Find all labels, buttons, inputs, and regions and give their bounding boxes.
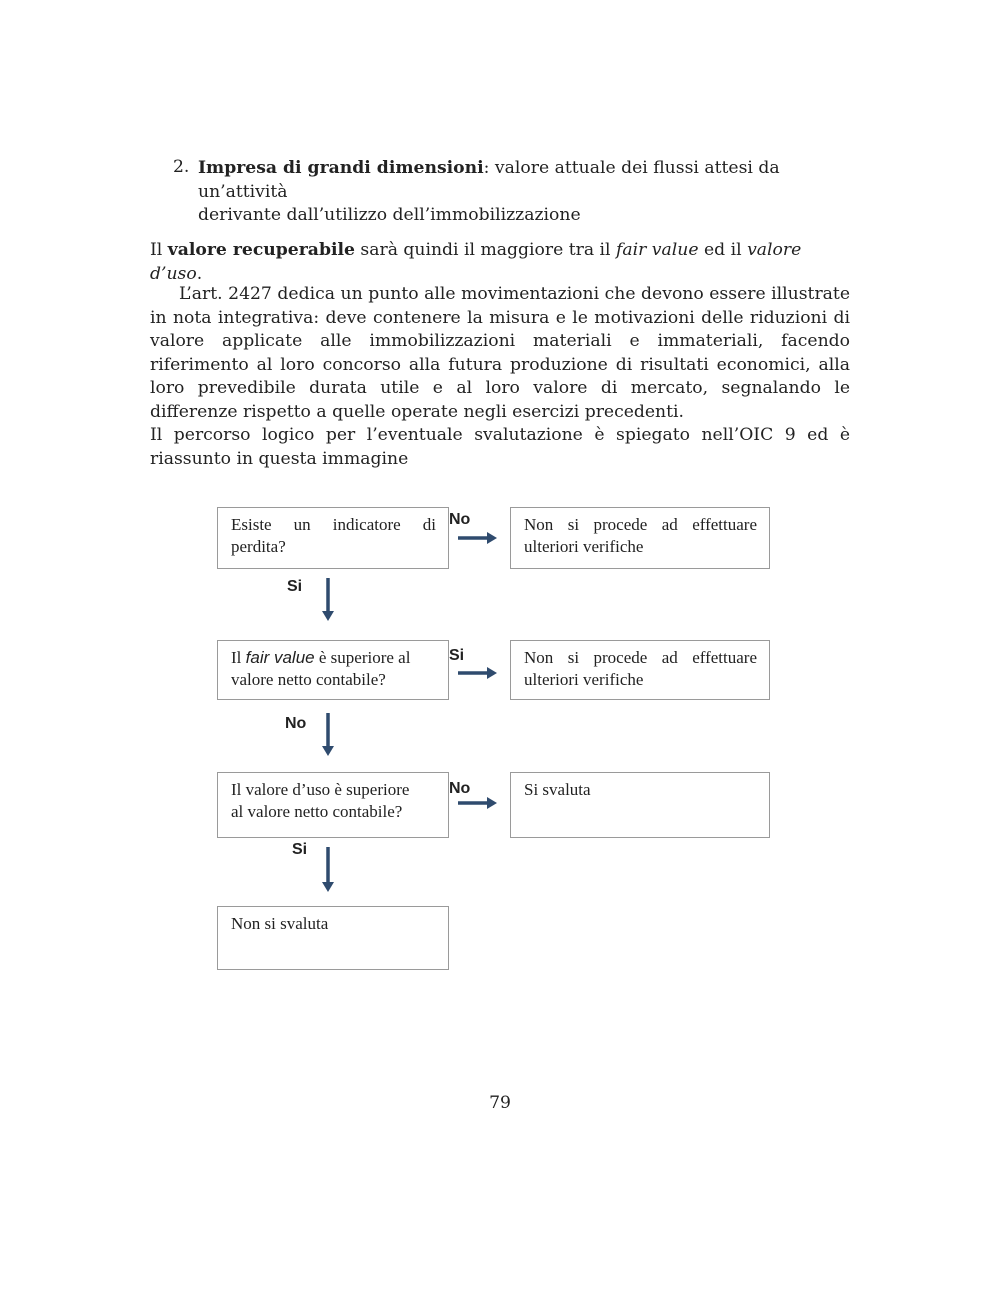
arrow-right-2-icon xyxy=(458,665,498,681)
paragraph-oic9: Il percorso logico per l’eventuale svalutazione è spiegato nell’OIC 9 ed è riassunto in questa immagine xyxy=(150,425,850,469)
label-si-2: Si xyxy=(449,647,465,664)
result-impairment xyxy=(510,772,770,838)
paragraph-recoverable-value xyxy=(150,239,855,286)
result-no-further-checks-1 xyxy=(510,507,770,569)
p1-bold: valore recuperabile xyxy=(167,240,355,260)
list-item-line2: derivante dall’utilizzo dell’immobilizzazione xyxy=(198,205,581,225)
page-number: 79 xyxy=(489,1093,511,1113)
end-text: Non si svaluta xyxy=(231,914,329,933)
q1-line2: perdita? xyxy=(231,537,286,556)
r1-line2: ulteriori verifiche xyxy=(524,537,644,556)
p1-italic-2: valore d’uso xyxy=(150,240,802,284)
q2-text-1: Il xyxy=(231,648,246,667)
label-si-3: Si xyxy=(292,841,308,858)
question-loss-indicator xyxy=(217,507,449,569)
p1-text-1: Il xyxy=(150,240,168,260)
label-no-1: No xyxy=(449,511,471,528)
r3-text: Si svaluta xyxy=(524,780,591,799)
r1-line1: Non si procede ad effettuare xyxy=(524,515,757,534)
p1-text-2: sarà quindi il maggiore tra il xyxy=(354,240,617,260)
result-no-further-checks-2 xyxy=(510,640,770,700)
q3-line1: Il valore d’uso è superiore xyxy=(231,780,410,799)
arrow-down-3-icon xyxy=(320,847,336,893)
arrow-down-1-icon xyxy=(320,578,336,622)
arrow-down-2-icon xyxy=(320,713,336,757)
label-no-3: No xyxy=(449,780,471,797)
question-fair-value xyxy=(217,640,449,700)
result-no-impairment xyxy=(217,906,449,970)
paragraph-art-2427: L’art. 2427 dedica un punto alle movimentazioni che devono essere illustrate in nota integrativa: deve contenere la misura e le motivazioni delle riduzioni di valore applicate alle immobilizzazioni materiali e immateriali, facendo riferimento al loro concorso alla futura produzione di risultati economici, alla loro prevedibile durata utile e al loro valore di mercato, segnalando le differenze rispetto a quelle operate negli esercizi precedenti. xyxy=(150,284,850,422)
arrow-right-1-icon xyxy=(458,530,498,546)
list-item-rest: : valore attuale dei flussi attesi da un’attività xyxy=(198,158,780,202)
p1-italic-1: fair value xyxy=(616,240,699,260)
q2-line1 xyxy=(231,647,436,669)
r2-line1: Non si procede ad effettuare xyxy=(524,648,757,667)
arrow-right-3-icon xyxy=(458,795,498,811)
question-value-in-use xyxy=(217,772,449,838)
p1-text-3: ed il xyxy=(698,240,748,260)
list-item xyxy=(198,157,853,228)
q2-fair-value: fair value xyxy=(245,648,315,667)
q2-text-2: è superiore al xyxy=(314,648,411,667)
label-si-1: Si xyxy=(287,578,303,595)
p1-text-4: . xyxy=(196,263,203,284)
q3-line2: al valore netto contabile? xyxy=(231,802,403,821)
label-no-2: No xyxy=(285,715,307,732)
q2-line2: valore netto contabile? xyxy=(231,670,386,689)
q1-line1: Esiste un indicatore di xyxy=(231,515,436,534)
list-item-bold: Impresa di grandi dimensioni xyxy=(198,158,484,178)
r2-line2: ulteriori verifiche xyxy=(524,670,644,689)
list-number: 2. xyxy=(173,157,190,177)
